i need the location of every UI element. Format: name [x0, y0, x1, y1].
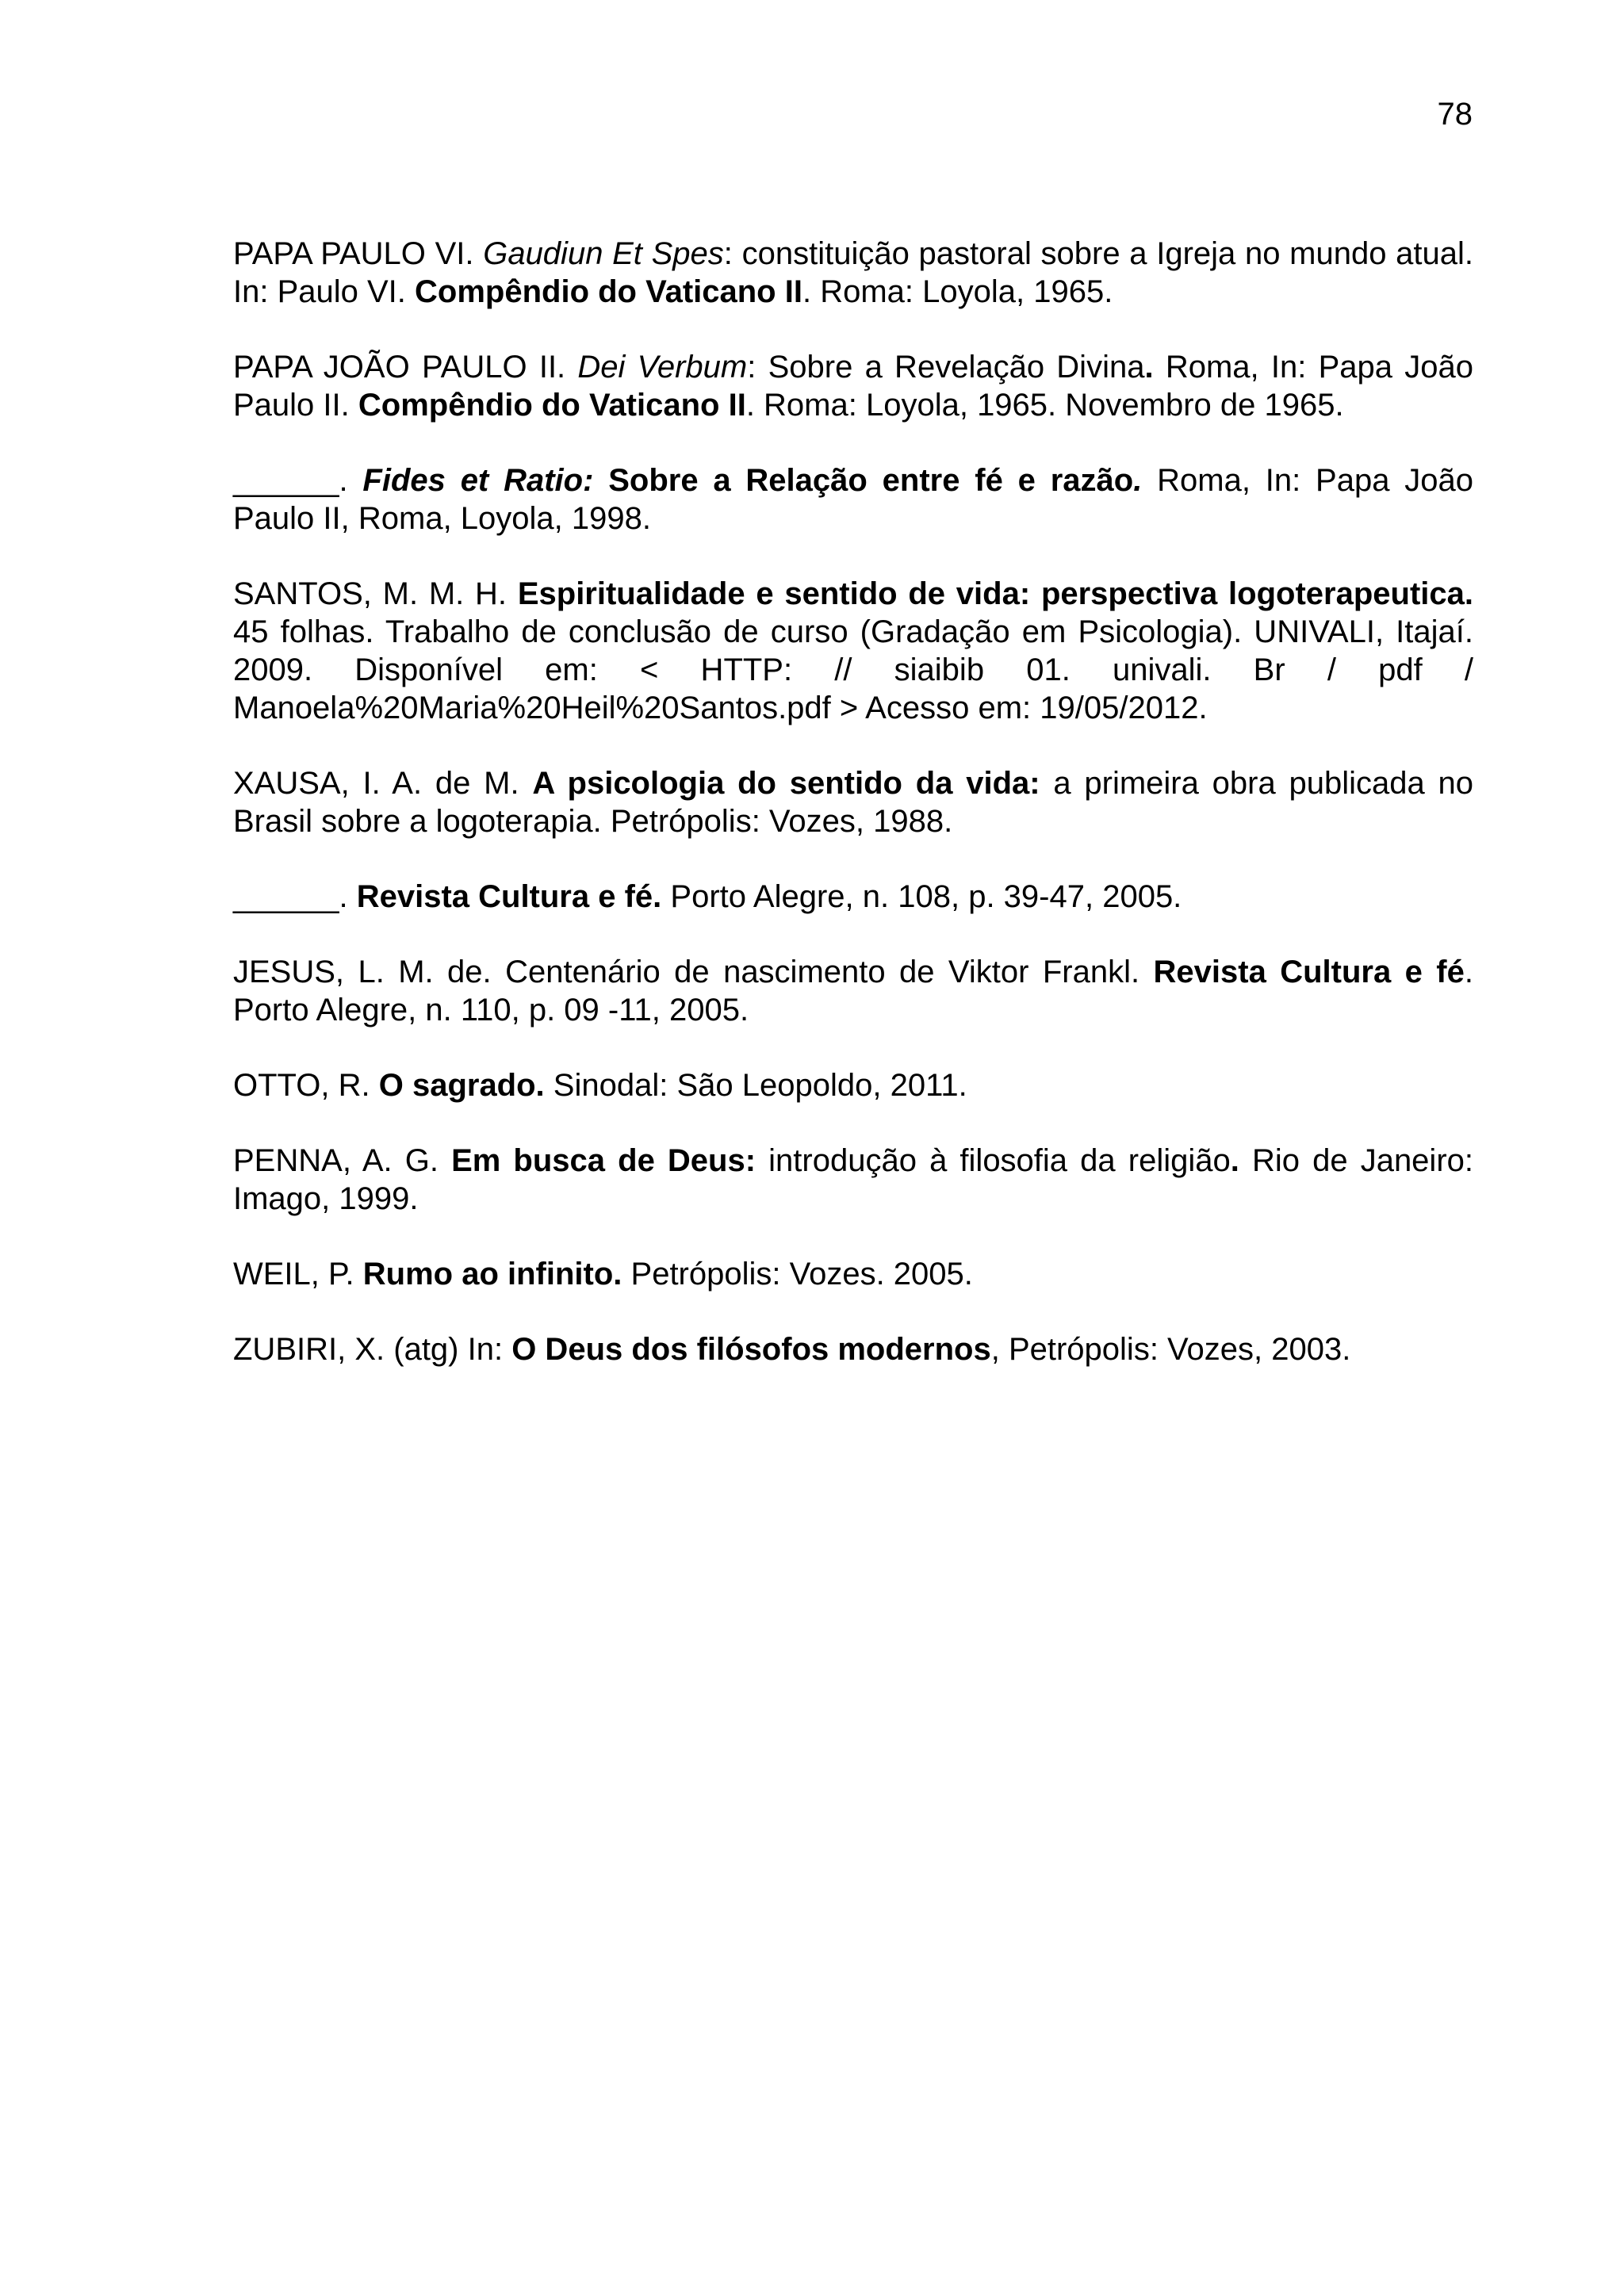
reference-text: Sinodal: São Leopoldo, 2011. — [544, 1068, 967, 1103]
reference-text: : constituição pastoral sobre a Igreja no mundo atual. In: Paulo VI. — [233, 236, 1473, 309]
reference-text: Fides et Ratio: — [362, 463, 594, 498]
reference-text: XAUSA, I. A. de M. — [233, 766, 533, 801]
reference-text: OTTO, R. — [233, 1068, 379, 1103]
reference-text: Compêndio do Vaticano II — [358, 388, 746, 423]
reference-text: Roma, In: Papa João Paulo II. — [233, 350, 1473, 423]
reference-text: Roma, In: Papa João Paulo II, Roma, Loyola, 1998. — [233, 463, 1474, 536]
reference-text: Compêndio do Vaticano II — [415, 274, 802, 309]
reference-text: ZUBIRI, X. (atg) In: — [233, 1332, 512, 1367]
reference-text: Revista Cultura e fé. — [356, 879, 662, 914]
reference-text: , Petrópolis: Vozes, 2003. — [990, 1332, 1351, 1367]
reference-text: O sagrado. — [378, 1068, 545, 1103]
reference-entry — [233, 1142, 1473, 1218]
reference-entry — [233, 575, 1473, 727]
reference-text: PENNA, A. G. — [233, 1143, 452, 1178]
reference-text: . Porto Alegre, n. 110, p. 09 -11, 2005. — [233, 955, 1473, 1027]
reference-text: : Sobre a Revelação Divina — [747, 350, 1145, 385]
reference-text: PAPA PAULO VI. — [233, 236, 484, 271]
reference-text: Dei Verbum — [577, 350, 748, 385]
reference-text: Espiritualidade e sentido de vida: perspectiva logoterapeutica. — [517, 576, 1474, 611]
reference-text: PAPA JOÃO PAULO II. — [233, 350, 578, 385]
reference-text: Rumo ao infinito. — [362, 1257, 622, 1292]
reference-text: . — [1230, 1143, 1239, 1178]
reference-text: 45 folhas. Trabalho de conclusão de curso (Gradação em Psicologia). UNIVALI, Itajaí. 2009. Disponível em: < HTTP: // siaibib 01. univali. Br / pdf / Manoela%20Maria%20Heil%20Santos.pdf > Acesso em: 19/05/2012. — [233, 614, 1473, 725]
reference-text: Petrópolis: Vozes. 2005. — [622, 1257, 973, 1292]
reference-entry — [233, 1330, 1473, 1368]
reference-list — [233, 235, 1473, 1368]
reference-text: Em busca de Deus: — [451, 1143, 756, 1178]
reference-text: introdução à filosofia da religião — [756, 1143, 1231, 1178]
reference-text: WEIL, P. — [233, 1257, 363, 1292]
reference-entry — [233, 878, 1473, 916]
reference-text: SANTOS, M. M. H. — [233, 576, 518, 611]
reference-text: JESUS, L. M. de. Centenário de nascimento de Viktor Frankl. — [233, 955, 1154, 989]
reference-entry — [233, 953, 1473, 1029]
reference-entry — [233, 348, 1473, 424]
reference-text: A psicologia do sentido da vida: — [532, 766, 1040, 801]
reference-text: Revista Cultura e fé — [1153, 955, 1465, 989]
reference-entry — [233, 764, 1473, 840]
reference-text: . Roma: Loyola, 1965. Novembro de 1965. — [745, 388, 1344, 423]
reference-text: ______. — [233, 463, 363, 498]
reference-text: ______. — [233, 879, 357, 914]
reference-text: Gaudiun Et Spes — [483, 236, 724, 271]
reference-text: Rio de Janeiro: Imago, 1999. — [233, 1143, 1473, 1216]
reference-text: . — [1144, 350, 1154, 385]
reference-text: Porto Alegre, n. 108, p. 39-47, 2005. — [661, 879, 1182, 914]
reference-entry — [233, 1255, 1473, 1293]
reference-entry — [233, 461, 1473, 538]
page-number: 78 — [1437, 97, 1473, 132]
reference-text: . Roma: Loyola, 1965. — [802, 274, 1113, 309]
reference-entry — [233, 1066, 1473, 1104]
reference-text: O Deus dos filósofos modernos — [511, 1332, 991, 1367]
reference-text: Sobre a Relação entre fé e razão — [593, 463, 1134, 498]
reference-text: . — [1133, 463, 1143, 498]
reference-entry — [233, 235, 1473, 311]
reference-text: a primeira obra publicada no Brasil sobre a logoterapia. Petrópolis: Vozes, 1988. — [233, 766, 1473, 839]
